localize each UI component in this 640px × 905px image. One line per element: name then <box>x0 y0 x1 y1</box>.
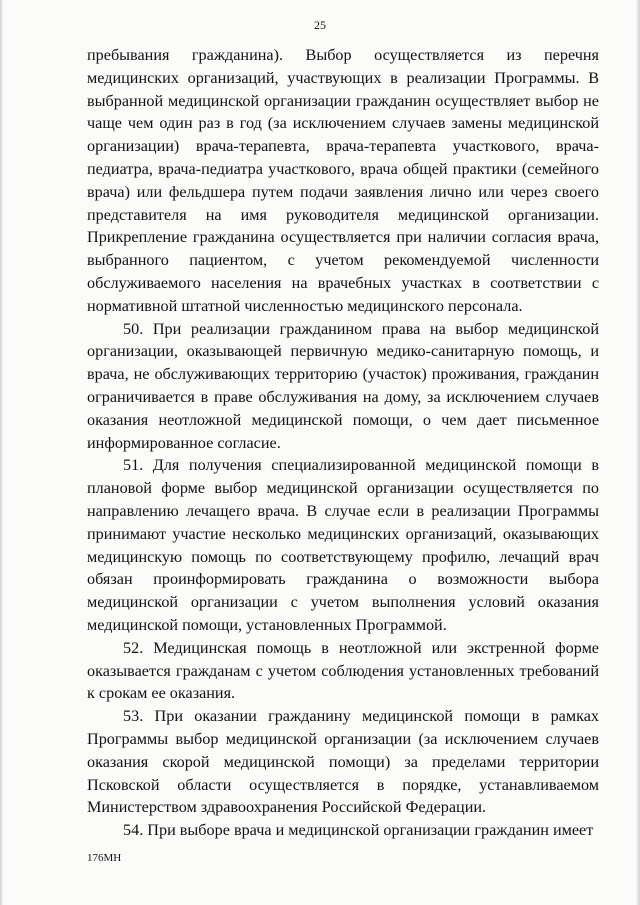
paragraph-54: 54. При выборе врача и медицинской организации гражданин имеет <box>123 821 594 840</box>
footer-code: 176МН <box>87 852 122 864</box>
paragraph-51: 51. Для получения специализированной медицинской помощи в плановой форме выбор медицинской организации осуществляется по направлению лечащего врача. В случае если в реализации Программы принимают участие несколько медицинских организаций, оказывающих медицинскую помощь по соответствующему профилю, лечащий врач обязан проинформировать гражданина о возможности выбора медицинской организации с учетом выполнения условий оказания медицинской помощи, установленных Программой. <box>87 456 599 634</box>
paragraph-53: 53. При оказании гражданину медицинской помощи в рамках Программы выбор медицинской организации (за исключением случаев оказания скорой медицинской помощи) за пределами территории Псковской области осуществляется в порядке, устанавливаемом Министерством здравоохранения Российской Федерации. <box>87 707 599 817</box>
scan-edge-right <box>636 0 640 905</box>
body-text <box>87 44 599 842</box>
paragraph-52: 52. Медицинская помощь в неотложной или экстренной форме оказывается гражданам с учетом соблюдения установленных требований к срокам ее оказания. <box>87 638 599 703</box>
page-number: 25 <box>314 18 326 32</box>
paragraph-50: 50. При реализации гражданином права на выбор медицинской организации, оказывающей первичную медико-санитарную помощь, и врача, не обслуживающих территорию (участок) проживания, гражданин ограничивается в праве обслуживания на дому, за исключением случаев оказания неотложной медицинской помощи, о чем дает письменное информированное согласие. <box>87 319 599 452</box>
scan-edge-left <box>0 0 3 905</box>
paragraph-continuation: пребывания гражданина). Выбор осуществляется из перечня медицинских организаций, участвующих в реализации Программы. В выбранной медицинской организации гражданин осуществляет выбор не чаще чем один раз в год (за исключением случаев замены медицинской организации) врача-терапевта, врача-терапевта участкового, врача-педиатра, врача-педиатра участкового, врача общей практики (семейного врача) или фельдшера путем подачи заявления лично или через своего представителя на имя руководителя медицинской организации. Прикрепление гражданина осуществляется при наличии согласия врача, выбранного пациентом, с учетом рекомендуемой численности обслуживаемого населения на врачебных участках в соответствии с нормативной штатной численностью медицинского персонала. <box>87 46 599 315</box>
